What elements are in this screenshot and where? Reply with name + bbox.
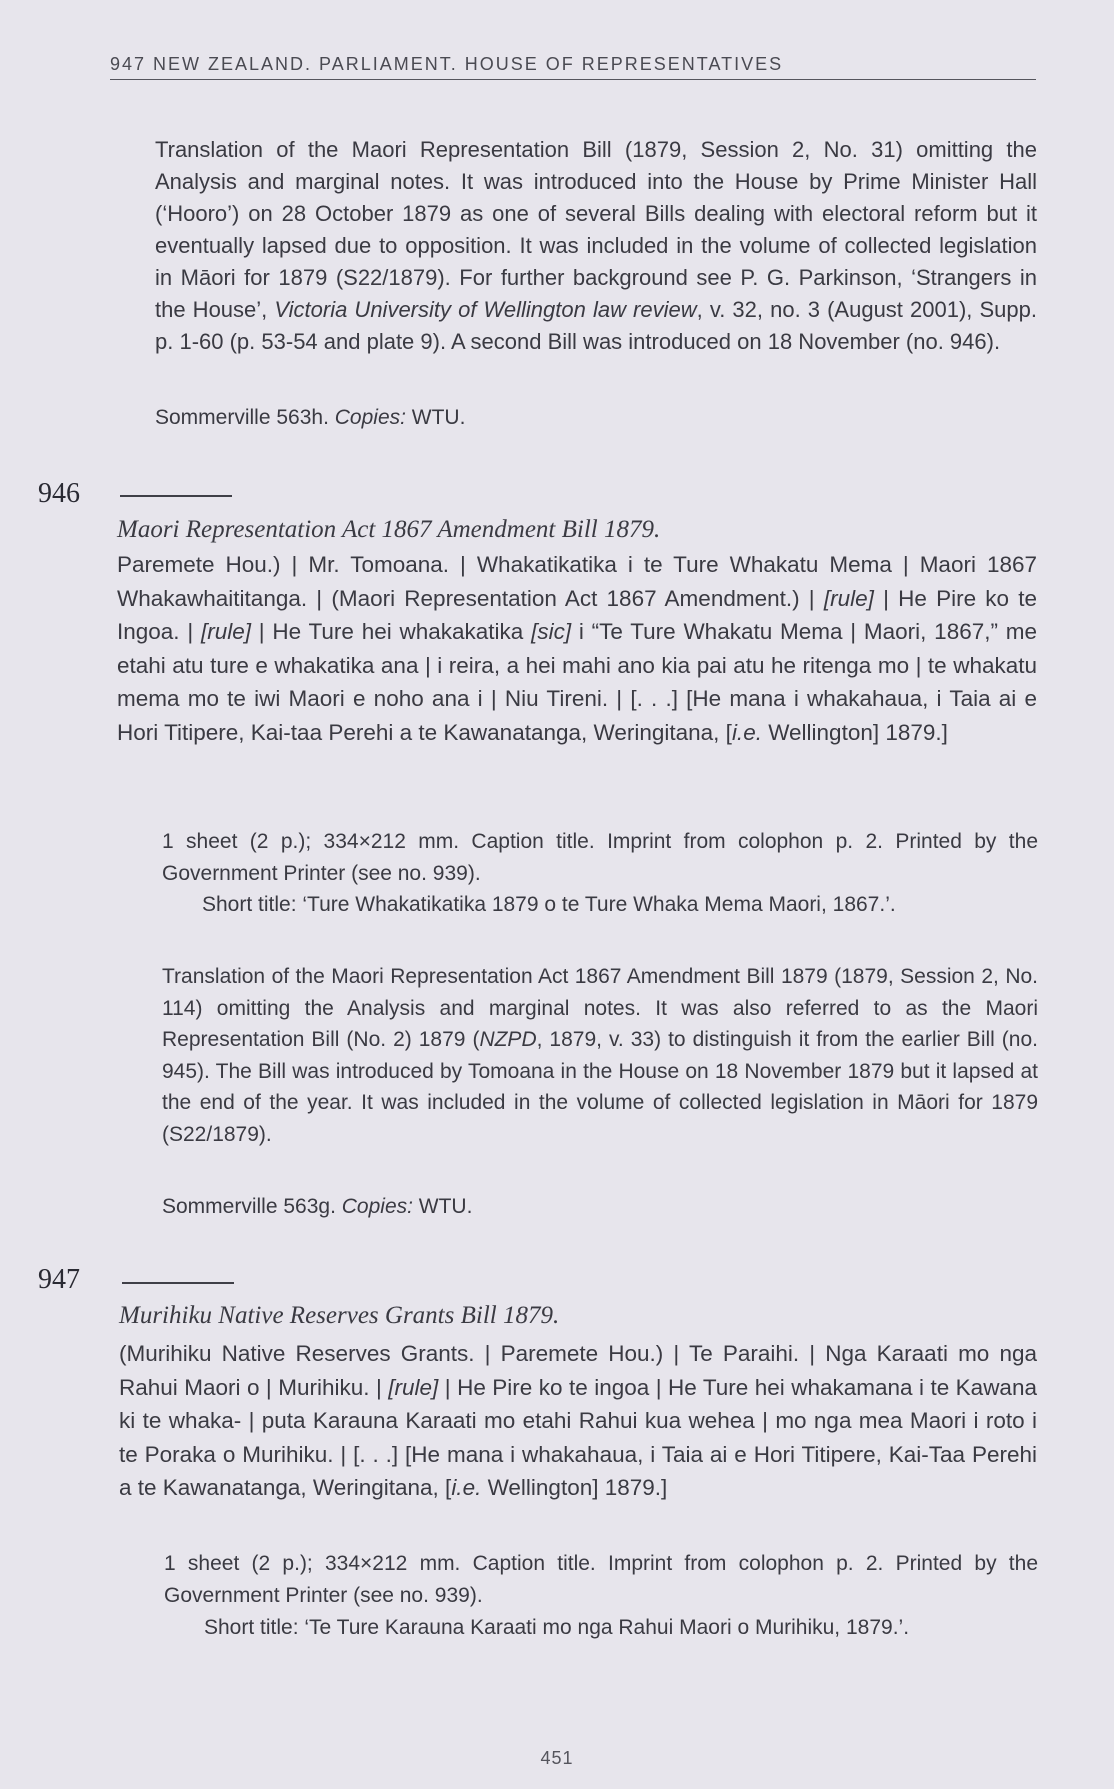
entry-945-note-text: Translation of the Maori Representation Bill (1879, Session 2, No. 31) omitting the Analysis and marginal notes. It was introduced into the House by Prime Minister Hall (‘Hooro’) on 28 October 1879 as one of several Bills dealing with electoral reform but it eventually lapsed due to opposition. It was included in the volume of collected legislation in Māori for 1879 (S22/1879). For further background see P. G. Parkinson, ‘Strangers in the House’,: [155, 137, 1037, 322]
entry-946-reference: [162, 1191, 1038, 1223]
copies-label: Copies:: [334, 406, 406, 429]
entry-947-short-title: Short title: ‘Te Ture Karauna Karaati mo nga Rahui Maori o Murihiku, 1879.’.: [204, 1616, 910, 1639]
description-text: Wellington] 1879.]: [481, 1475, 668, 1500]
ie-mark: i.e.: [731, 719, 762, 745]
entry-947-description: [119, 1337, 1037, 1505]
entry-945-note-text-end: , v. 32, no. 3 (August 2001), Supp. p. 1-60 (p. 53-54 and plate 9). A second Bill was introduced on 18 November (no. 946).: [155, 297, 1037, 354]
entry-946-physical: 1 sheet (2 p.); 334×212 mm. Caption title. Imprint from colophon p. 2. Printed by the Government Printer (see no. 939).: [162, 830, 1038, 885]
entry-946-dash: [120, 495, 232, 497]
rule-mark: [rule]: [200, 619, 251, 644]
description-text: | He Pire ko te Ingoa. |: [117, 585, 1037, 644]
nzpd-mark: NZPD: [479, 1028, 537, 1051]
ie-mark: i.e.: [451, 1475, 482, 1500]
entry-946-note: [162, 961, 1038, 1150]
rule-mark: [rule]: [823, 585, 874, 611]
entry-947-physical: 1 sheet (2 p.); 334×212 mm. Caption title. Imprint from colophon p. 2. Printed by the Government Printer (see no. 939).: [164, 1552, 1038, 1607]
entry-946-title: Maori Representation Act 1867 Amendment Bill 1879.: [117, 516, 661, 543]
description-text: (Murihiku Native Reserves Grants. | Paremete Hou.) | Te Paraihi. | Nga Karaati mo nga Rahui Maori o | Murihiku. |: [119, 1341, 1037, 1400]
entry-946-description: [117, 548, 1037, 749]
entry-947-title: Murihiku Native Reserves Grants Bill 1879.: [119, 1302, 560, 1329]
entry-946-short-title: Short title: ‘Ture Whakatikatika 1879 o te Ture Whaka Mema Maori, 1867.’.: [202, 893, 896, 916]
description-text: i “Te Ture Whakatu Mema | Maori, 1867,” me etahi atu ture e whakatika ana | i reira, a hei mahi ano kia pai atu he ritenga mo | te whakatu mema mo te iwi Maori e noho ana i | Niu Tireni. | [. . .] [He mana i whakahaua, i Taia ai e Hori Titipere, Kai-taa Perehi a te Kawanatanga, Weringitana, [: [117, 619, 1038, 745]
entry-number-947: 947: [38, 1264, 80, 1295]
description-text: | He Ture hei whakakatika: [250, 619, 532, 644]
entry-945-reference: [155, 402, 1037, 434]
sic-mark: [sic]: [531, 619, 572, 644]
description-text: Wellington] 1879.]: [761, 719, 948, 745]
journal-title: Victoria University of Wellington law review: [274, 297, 697, 322]
copies-value: WTU.: [405, 406, 466, 429]
reference-text: Sommerville 563h.: [155, 406, 335, 429]
entry-number-946: 946: [38, 478, 80, 509]
header-rule: [110, 79, 1036, 80]
description-text: Paremete Hou.) | Mr. Tomoana. | Whakatikatika i te Ture Whakatu Mema | Maori 1867 Whakawhaititanga. | (Maori Representation Act 1867 Amendment.) |: [117, 552, 1037, 611]
entry-945-note: [155, 134, 1037, 358]
note-text: , 1879, v. 33) to distinguish it from the earlier Bill (no. 945). The Bill was introduced by Tomoana in the House on 18 November 1879 but it lapsed at the end of the year. It was included in the volume of collected legislation in Māori for 1879 (S22/1879).: [162, 1028, 1038, 1146]
copies-label: Copies:: [341, 1195, 413, 1218]
note-text: Translation of the Maori Representation Act 1867 Amendment Bill 1879 (1879, Session 2, No. 114) omitting the Analysis and marginal notes. It was also referred to as the Maori Representation Bill (No. 2) 1879 (: [162, 965, 1038, 1051]
description-text: | He Pire ko te ingoa | He Ture hei whakamana i te Kawana ki te whaka- | puta Karauna Karaati mo etahi Rahui kua wehea | mo nga mea Maori i roto i te Poraka o Murihiku. | [. . .] [He mana i whakahaua, i Taia ai e Hori Titipere, Kai-Taa Perehi a te Kawanatanga, Weringitana, [: [119, 1374, 1037, 1500]
entry-947-dash: [122, 1282, 234, 1284]
copies-value: WTU.: [412, 1195, 473, 1218]
page-number: 451: [540, 1748, 574, 1768]
rule-mark: [rule]: [388, 1374, 439, 1400]
reference-text: Sommerville 563g.: [162, 1195, 342, 1218]
running-head: 947 NEW ZEALAND. PARLIAMENT. HOUSE OF REPRESENTATIVES: [110, 54, 784, 74]
